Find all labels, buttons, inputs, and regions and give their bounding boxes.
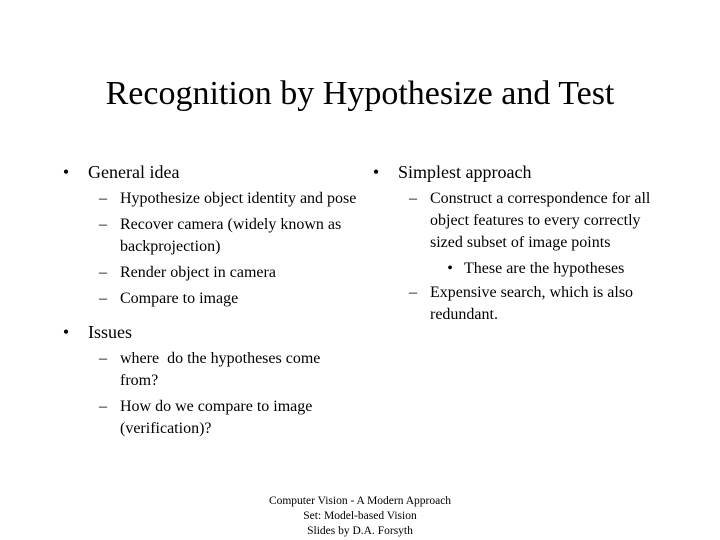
list-item-text: Construct a correspondence for all object features to every correctly sized subset of image points: [430, 190, 651, 251]
bullet-issues: [58, 320, 358, 344]
general-idea-label: General idea: [88, 162, 180, 182]
list-item-text: Compare to image: [120, 290, 239, 307]
bullet-icon: •: [372, 162, 380, 182]
issues-list: [58, 348, 358, 440]
simplest-approach-label: Simplest approach: [398, 162, 532, 182]
bullet-icon: •: [62, 322, 70, 342]
dash-icon: –: [99, 350, 107, 367]
slide-footer: [240, 494, 480, 539]
list-item-text: Expensive search, which is also redundant.: [430, 284, 634, 323]
dash-icon: –: [409, 284, 417, 301]
list-item-text: where do the hypotheses come from?: [120, 350, 325, 389]
issues-block: [58, 320, 358, 440]
list-item: [58, 188, 358, 210]
general-idea-list: [58, 188, 358, 310]
list-item: [368, 282, 668, 326]
right-column: [368, 160, 668, 330]
dash-icon: –: [99, 216, 107, 233]
list-item: [58, 214, 358, 258]
slide-title: Recognition by Hypothesize and Test: [105, 75, 615, 112]
footer-set: Set: Model-based Vision: [303, 510, 417, 522]
bullet-icon: •: [62, 162, 70, 182]
bullet-icon: •: [447, 260, 453, 277]
list-item: [58, 396, 358, 440]
dash-icon: –: [99, 190, 107, 207]
dash-icon: –: [99, 290, 107, 307]
list-item-text: Recover camera (widely known as backprojection): [120, 216, 342, 255]
list-item: [368, 188, 668, 254]
dash-icon: –: [99, 264, 107, 281]
dash-icon: –: [99, 398, 107, 415]
bullet-simplest-approach: [368, 160, 668, 184]
issues-label: Issues: [88, 322, 132, 342]
list-item: [58, 288, 358, 310]
sub-list-item: [368, 258, 668, 280]
list-item-text: How do we compare to image (verification)?: [120, 398, 313, 437]
left-column: [58, 160, 358, 444]
dash-icon: –: [409, 190, 417, 207]
list-item: [58, 348, 358, 392]
footer-course: Computer Vision - A Modern Approach: [268, 495, 452, 507]
list-item-text: Render object in camera: [120, 264, 276, 281]
sub-list-item-text: These are the hypotheses: [464, 260, 625, 277]
simplest-approach-list: [368, 188, 668, 326]
list-item-text: Hypothesize object identity and pose: [120, 190, 357, 207]
list-item: [58, 262, 358, 284]
footer-author: Slides by D.A. Forsyth: [307, 525, 413, 537]
bullet-general-idea: [58, 160, 358, 184]
